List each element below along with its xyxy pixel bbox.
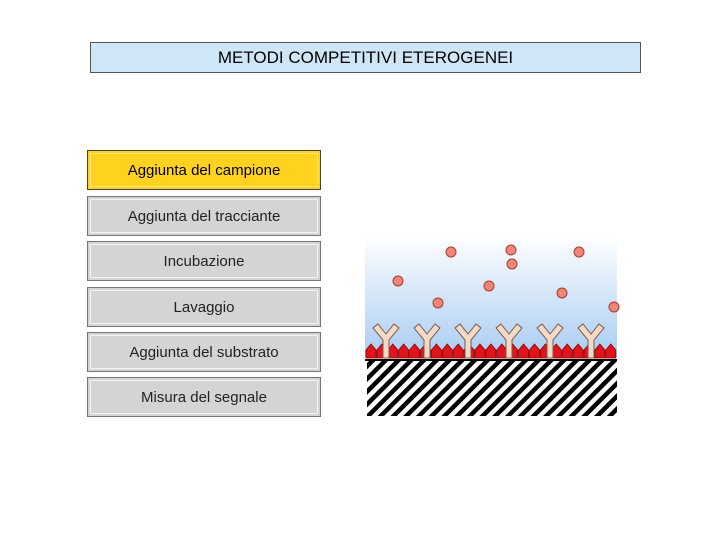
step-label: Aggiunta del tracciante (127, 207, 281, 225)
free-antigen-icon (609, 302, 619, 312)
step-sample-addition (87, 150, 321, 190)
step-substrate-addition (87, 332, 321, 372)
step-label: Aggiunta del campione (127, 161, 281, 179)
free-antigen-icon (557, 288, 567, 298)
page-title (90, 42, 641, 73)
step-label: Misura del segnale (141, 388, 267, 406)
step-label: Lavaggio (173, 298, 235, 316)
free-antigen-icon (506, 245, 516, 255)
free-antigen-icon (574, 247, 584, 257)
free-antigen-icon (507, 259, 517, 269)
free-antigen-icon (433, 298, 443, 308)
page-title-text: METODI COMPETITIVI ETEROGENEI (217, 47, 514, 67)
free-antigen-icon (484, 281, 494, 291)
solid-phase (367, 361, 617, 416)
step-tracer-addition (87, 196, 321, 236)
step-label: Incubazione (163, 252, 245, 270)
free-antigen-icon (446, 247, 456, 257)
free-antigen-icon (393, 276, 403, 286)
bound-antigens (366, 344, 616, 358)
step-incubation (87, 241, 321, 281)
step-label: Aggiunta del substrato (129, 343, 279, 361)
assay-illustration (360, 230, 622, 420)
step-signal-measurement (87, 377, 321, 417)
step-washing (87, 287, 321, 327)
